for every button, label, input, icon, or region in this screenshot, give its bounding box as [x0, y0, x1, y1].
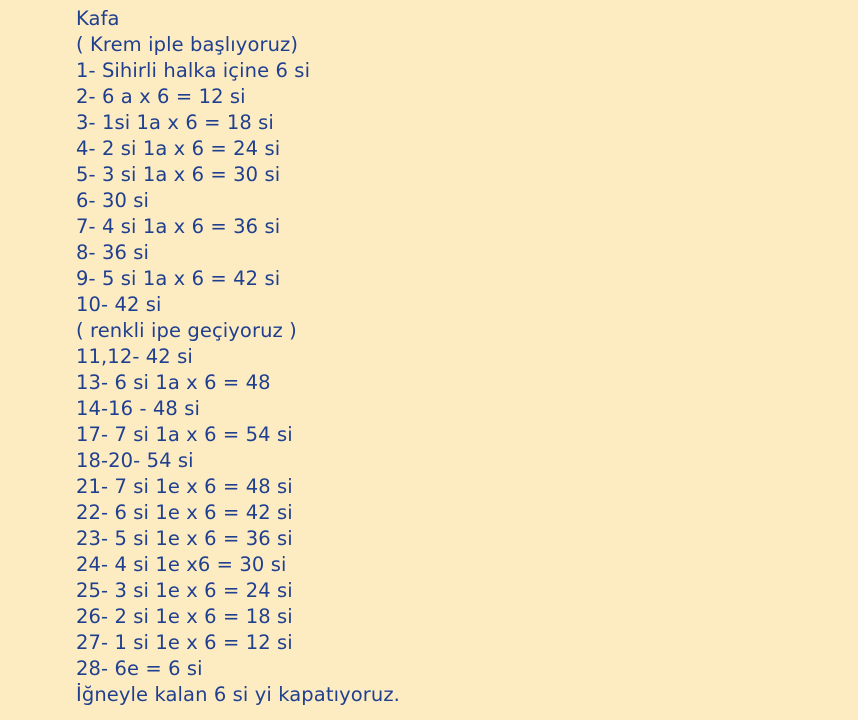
pattern-row: 26- 2 si 1e x 6 = 18 si	[76, 605, 293, 628]
pattern-row: 2- 6 a x 6 = 12 si	[76, 85, 246, 108]
finishing-note: İğneyle kalan 6 si yi kapatıyoruz.	[76, 683, 400, 706]
color-note: ( renkli ipe geçiyoruz )	[76, 319, 297, 342]
pattern-row: 17- 7 si 1a x 6 = 54 si	[76, 423, 293, 446]
pattern-row: 18-20- 54 si	[76, 449, 194, 472]
pattern-row: 23- 5 si 1e x 6 = 36 si	[76, 527, 293, 550]
color-note: ( Krem iple başlıyoruz)	[76, 33, 299, 56]
pattern-row: 11,12- 42 si	[76, 345, 193, 368]
section-title: Kafa	[76, 7, 120, 30]
pattern-row: 7- 4 si 1a x 6 = 36 si	[76, 215, 281, 238]
pattern-row: 14-16 - 48 si	[76, 397, 200, 420]
pattern-row: 9- 5 si 1a x 6 = 42 si	[76, 267, 281, 290]
pattern-row: 25- 3 si 1e x 6 = 24 si	[76, 579, 293, 602]
pattern-row: 27- 1 si 1e x 6 = 12 si	[76, 631, 293, 654]
pattern-row: 4- 2 si 1a x 6 = 24 si	[76, 137, 281, 160]
pattern-row: 10- 42 si	[76, 293, 162, 316]
pattern-row: 28- 6e = 6 si	[76, 657, 203, 680]
pattern-row: 24- 4 si 1e x6 = 30 si	[76, 553, 287, 576]
pattern-row: 8- 36 si	[76, 241, 150, 264]
pattern-row: 6- 30 si	[76, 189, 150, 212]
pattern-row: 13- 6 si 1a x 6 = 48	[76, 371, 271, 394]
pattern-row: 22- 6 si 1e x 6 = 42 si	[76, 501, 293, 524]
pattern-row: 1- Sihirli halka içine 6 si	[76, 59, 311, 82]
pattern-row: 5- 3 si 1a x 6 = 30 si	[76, 163, 281, 186]
crochet-pattern-text	[76, 6, 400, 708]
pattern-row: 21- 7 si 1e x 6 = 48 si	[76, 475, 293, 498]
pattern-row: 3- 1si 1a x 6 = 18 si	[76, 111, 274, 134]
